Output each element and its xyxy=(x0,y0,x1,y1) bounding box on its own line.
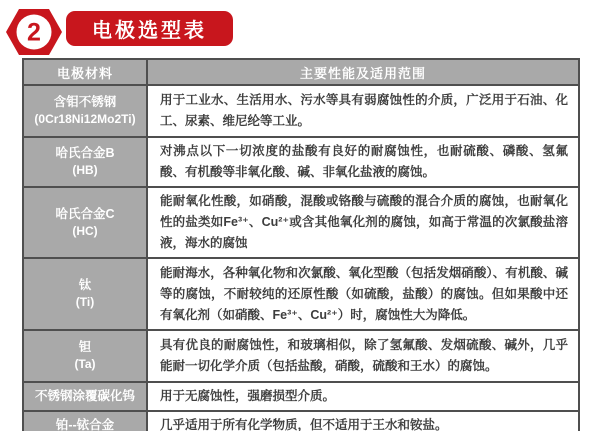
page-header xyxy=(0,0,600,58)
description-cell: 具有优良的耐腐蚀性，和玻璃相似，除了氢氟酸、发烟硫酸、碱外，几乎能耐一切化学介质（包括盐酸，硝酸，硫酸和王水）的腐蚀。 xyxy=(147,330,579,382)
column-header-material: 电极材料 xyxy=(23,59,147,85)
material-grade: (HB) xyxy=(72,163,98,178)
material-grade: (Ti) xyxy=(75,295,95,310)
numbered-hexagon-badge xyxy=(4,6,64,58)
electrode-selection-table xyxy=(22,58,580,431)
table-row xyxy=(23,258,579,330)
table-row xyxy=(23,411,579,431)
description-cell: 对沸点以下一切浓度的盐酸有良好的耐腐蚀性，也耐硫酸、磷酸、氢氟酸、有机酸等非氧化酸、碱、非氧化盐液的腐蚀。 xyxy=(147,137,579,187)
material-name: 铂--铱合金 xyxy=(55,418,115,431)
material-cell xyxy=(23,137,147,187)
material-name: 哈氏合金B xyxy=(55,146,115,161)
material-name: 钽 xyxy=(78,340,92,355)
material-grade: (0Cr18Ni12Mo2Ti) xyxy=(34,112,136,127)
material-cell xyxy=(23,258,147,330)
table-header-row xyxy=(23,59,579,85)
material-cell xyxy=(23,411,147,431)
page-title: 电极选型表 xyxy=(66,11,233,46)
material-name: 不锈钢涂覆碳化钨 xyxy=(34,389,135,404)
table-row xyxy=(23,85,579,137)
table-row xyxy=(23,187,579,258)
badge-number: 2 xyxy=(27,18,41,47)
material-name: 钛 xyxy=(78,278,92,293)
material-grade: (Ta) xyxy=(74,357,96,372)
material-name: 含钼不锈钢 xyxy=(53,95,117,110)
table-row xyxy=(23,137,579,187)
description-cell: 用于无腐蚀性，强磨损型介质。 xyxy=(147,382,579,411)
table-row xyxy=(23,382,579,411)
material-cell xyxy=(23,330,147,382)
description-cell: 能耐氧化性酸，如硝酸，混酸或铬酸与硫酸的混合介质的腐蚀，也耐氧化性的盐类如Fe³⁺、Cu²⁺或含其他氧化剂的腐蚀，如高于常温的次氯酸盐溶液，海水的腐蚀 xyxy=(147,187,579,258)
material-cell xyxy=(23,187,147,258)
description-cell: 用于工业水、生活用水、污水等具有弱腐蚀性的介质，广泛用于石油、化工、尿素、维尼纶等工业。 xyxy=(147,85,579,137)
column-header-performance: 主要性能及适用范围 xyxy=(147,59,579,85)
material-cell xyxy=(23,382,147,411)
material-grade: (HC) xyxy=(72,223,98,238)
description-cell: 几乎适用于所有化学物质，但不适用于王水和铵盐。 xyxy=(147,411,579,431)
material-name: 哈氏合金C xyxy=(55,206,115,221)
description-cell: 能耐海水，各种氧化物和次氯酸、氧化型酸（包括发烟硝酸）、有机酸、碱等的腐蚀，不耐较纯的还原性酸（如硫酸，盐酸）的腐蚀。但如果酸中还有氧化剂（如硝酸、Fe³⁺、Cu²⁺）时，腐蚀性大为降低。 xyxy=(147,258,579,330)
material-cell xyxy=(23,85,147,137)
table-row xyxy=(23,330,579,382)
